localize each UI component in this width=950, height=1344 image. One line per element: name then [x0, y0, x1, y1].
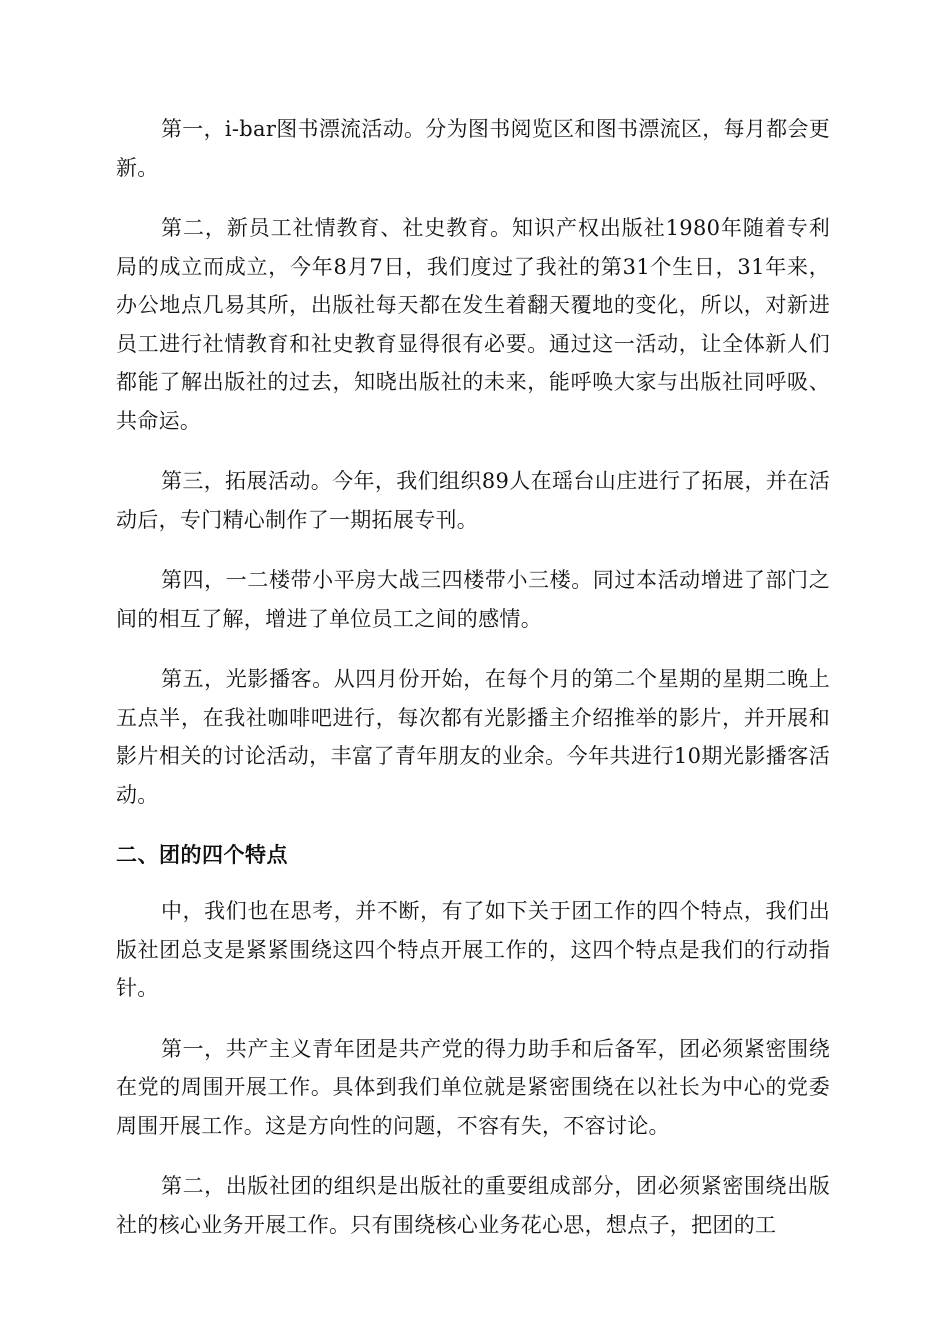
paragraph-feature-one: 第一，共产主义青年团是共产党的得力助手和后备军，团必须紧密围绕在党的周围开展工作。具体到我们单位就是紧密围绕在以社长为中心的党委周围开展工作。这是方向性的问题，不容有失，不容讨论。 — [116, 1036, 830, 1138]
paragraph-four-features-intro: 中，我们也在思考，并不断，有了如下关于团工作的四个特点，我们出版社团总支是紧紧围绕这四个特点开展工作的，这四个特点是我们的行动指针。 — [116, 899, 830, 1000]
paragraph-ibar-book-drift: 第一，i-bar图书漂流活动。分为图书阅览区和图书漂流区，每月都会更新。 — [116, 117, 831, 180]
paragraph-new-employee-education: 第二，新员工社情教育、社史教育。知识产权出版社1980年随着专利局的成立而成立，今年8月7日，我们度过了我社的第31个生日，31年来，办公地点几易其所，出版社每天都在发生着翻天覆地的变化，所以，对新进员工进行社情教育和社史教育显得很有必要。通过这一活动，让全体新人们都能了解出版社的过去，知晓出版社的未来，能呼唤大家与出版社同呼吸、共命运。 — [116, 216, 830, 433]
paragraph-film-podcast: 第五，光影播客。从四月份开始，在每个月的第二个星期的星期二晚上五点半，在我社咖啡吧进行，每次都有光影播主介绍推举的影片，并开展和影片相关的讨论活动，丰富了青年朋友的业余。今年共进行10期光影播客活动。 — [116, 667, 830, 807]
section-heading: 二、团的四个特点 — [116, 843, 288, 867]
paragraph-outreach-activity: 第三，拓展活动。今年，我们组织89人在瑶台山庄进行了拓展，并在活动后，专门精心制作了一期拓展专刊。 — [116, 469, 830, 532]
document-page — [116, 110, 830, 1266]
paragraph-feature-two: 第二，出版社团的组织是出版社的重要组成部分，团必须紧密围绕出版社的核心业务开展工作。只有围绕核心业务花心思，想点子，把团的工 — [116, 1174, 830, 1237]
paragraph-floor-competition: 第四，一二楼带小平房大战三四楼带小三楼。同过本活动增进了部门之间的相互了解，增进了单位员工之间的感情。 — [116, 568, 830, 631]
